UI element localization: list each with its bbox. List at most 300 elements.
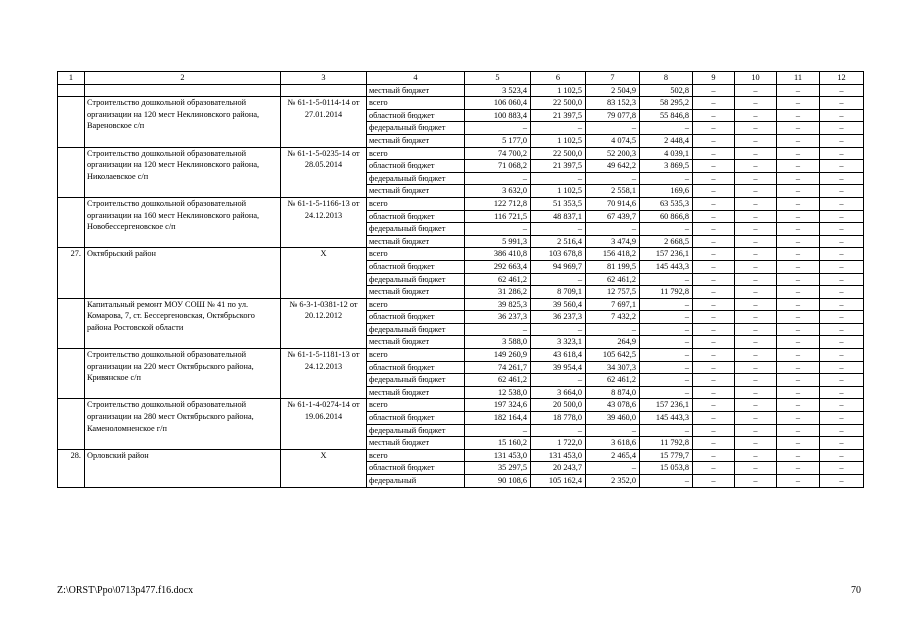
amount-cell: – [693,323,735,336]
amount-cell: – [735,437,777,450]
amount-cell: – [735,311,777,324]
table-row [58,449,864,462]
amount-cell: 11 792,8 [640,437,693,450]
amount-cell: – [777,475,820,488]
budget-type: федеральный бюджет [367,323,465,336]
amount-cell: – [777,147,820,160]
amount-cell: 264,9 [586,336,640,349]
amount-cell: 157 236,1 [640,248,693,261]
amount-cell: – [735,323,777,336]
amount-cell: 60 866,8 [640,210,693,223]
amount-cell: – [777,424,820,437]
amount-cell: – [735,147,777,160]
amount-cell: 51 353,5 [531,197,586,210]
budget-table [57,71,864,488]
amount-cell: – [735,336,777,349]
amount-cell: – [735,475,777,488]
budget-type: местный бюджет [367,185,465,198]
budget-type: всего [367,349,465,362]
amount-cell: – [820,160,864,173]
object-name: Строительство дошкольной образовательной организации на 220 мест Октябрьского района, Кривянское с/п [85,349,281,399]
budget-type: всего [367,197,465,210]
amount-cell: – [640,311,693,324]
amount-cell: 48 837,1 [531,210,586,223]
amount-cell: – [777,323,820,336]
amount-cell: 31 286,2 [465,286,531,299]
amount-cell: – [640,349,693,362]
amount-cell: – [777,84,820,97]
amount-cell: – [820,311,864,324]
table-row [58,84,864,97]
amount-cell: 94 969,7 [531,260,586,273]
amount-cell: – [693,134,735,147]
amount-cell: – [693,349,735,362]
budget-type: всего [367,449,465,462]
document-ref: № 61-1-5-1166-13 от 24.12.2013 [281,197,367,247]
amount-cell: – [735,235,777,248]
object-name: Строительство дошкольной образовательной организации на 120 мест Неклиновского района, Николаевское с/п [85,147,281,197]
budget-type: областной бюджет [367,160,465,173]
amount-cell: – [693,399,735,412]
amount-cell: – [777,172,820,185]
amount-cell: – [640,273,693,286]
amount-cell: 79 077,8 [586,109,640,122]
amount-cell: – [777,235,820,248]
amount-cell: 197 324,6 [465,399,531,412]
amount-cell: – [693,248,735,261]
amount-cell: 67 439,7 [586,210,640,223]
amount-cell: 145 443,3 [640,260,693,273]
budget-type: областной бюджет [367,462,465,475]
amount-cell: 15 053,8 [640,462,693,475]
amount-cell: – [735,361,777,374]
amount-cell: – [820,273,864,286]
amount-cell: 20 500,0 [531,399,586,412]
amount-cell: – [820,122,864,135]
amount-cell: – [820,172,864,185]
amount-cell: – [777,185,820,198]
budget-type: федеральный бюджет [367,273,465,286]
amount-cell: – [777,374,820,387]
amount-cell: – [735,449,777,462]
amount-cell: – [693,160,735,173]
amount-cell: – [735,298,777,311]
amount-cell: 105 642,5 [586,349,640,362]
amount-cell: 2 516,4 [531,235,586,248]
amount-cell: – [777,412,820,425]
amount-cell: – [735,185,777,198]
amount-cell: – [735,248,777,261]
budget-type: федеральный бюджет [367,374,465,387]
amount-cell: – [640,298,693,311]
amount-cell: – [777,336,820,349]
amount-cell: – [586,323,640,336]
row-number [58,84,85,97]
amount-cell: 21 397,5 [531,160,586,173]
amount-cell: – [777,298,820,311]
col-header: 7 [586,72,640,85]
amount-cell: 149 260,9 [465,349,531,362]
amount-cell: – [640,172,693,185]
col-header: 8 [640,72,693,85]
amount-cell: 5 177,0 [465,134,531,147]
amount-cell: 292 663,4 [465,260,531,273]
budget-type: всего [367,399,465,412]
amount-cell: 105 162,4 [531,475,586,488]
amount-cell: 36 237,3 [531,311,586,324]
document-ref: № 61-1-4-0274-14 от 19.06.2014 [281,399,367,449]
object-name: Орловский район [85,449,281,487]
amount-cell: – [531,172,586,185]
amount-cell: – [735,109,777,122]
object-name: Капитальный ремонт МОУ СОШ № 41 по ул. Комарова, 7, ст. Бессергеновская, Октябрьского района Ростовской области [85,298,281,348]
amount-cell: – [735,210,777,223]
amount-cell: 122 712,8 [465,197,531,210]
amount-cell: 62 461,2 [586,374,640,387]
amount-cell: 3 618,6 [586,437,640,450]
amount-cell: – [693,437,735,450]
amount-cell: – [820,424,864,437]
amount-cell: 81 199,5 [586,260,640,273]
col-header: 5 [465,72,531,85]
amount-cell: 21 397,5 [531,109,586,122]
amount-cell: – [735,134,777,147]
amount-cell: – [693,462,735,475]
amount-cell: – [820,386,864,399]
amount-cell: 182 164,4 [465,412,531,425]
budget-type: местный бюджет [367,134,465,147]
amount-cell: 2 558,1 [586,185,640,198]
amount-cell: 34 307,3 [586,361,640,374]
amount-cell: – [640,424,693,437]
amount-cell: 7 432,2 [586,311,640,324]
row-number [58,147,85,197]
amount-cell: – [531,122,586,135]
amount-cell: – [531,223,586,236]
amount-cell: – [586,122,640,135]
amount-cell: – [820,349,864,362]
amount-cell: – [777,349,820,362]
page-number: 70 [851,585,861,596]
table-row [58,298,864,311]
budget-type: федеральный бюджет [367,172,465,185]
amount-cell: 157 236,1 [640,399,693,412]
budget-type: местный бюджет [367,84,465,97]
budget-type: местный бюджет [367,336,465,349]
amount-cell: – [820,97,864,110]
amount-cell: 2 668,5 [640,235,693,248]
amount-cell: – [820,437,864,450]
budget-type: всего [367,147,465,160]
budget-type: областной бюджет [367,311,465,324]
amount-cell: – [735,273,777,286]
amount-cell: – [777,449,820,462]
amount-cell: – [693,412,735,425]
budget-type: областной бюджет [367,210,465,223]
amount-cell: – [777,273,820,286]
amount-cell: 11 792,8 [640,286,693,299]
amount-cell: – [693,374,735,387]
amount-cell: – [640,122,693,135]
budget-type: всего [367,248,465,261]
amount-cell: – [531,273,586,286]
amount-cell: 3 632,0 [465,185,531,198]
document-ref: № 61-1-5-1181-13 от 24.12.2013 [281,349,367,399]
amount-cell: – [640,323,693,336]
amount-cell: 39 954,4 [531,361,586,374]
amount-cell: – [586,462,640,475]
amount-cell: 63 535,3 [640,197,693,210]
amount-cell: 22 500,0 [531,147,586,160]
amount-cell: – [820,374,864,387]
amount-cell: – [820,399,864,412]
amount-cell: 15 160,2 [465,437,531,450]
amount-cell: 39 560,4 [531,298,586,311]
amount-cell: – [693,286,735,299]
amount-cell: – [693,223,735,236]
budget-type: федеральный [367,475,465,488]
amount-cell: – [777,260,820,273]
col-header: 2 [85,72,281,85]
table-row [58,197,864,210]
budget-type: областной бюджет [367,109,465,122]
amount-cell: 39 460,0 [586,412,640,425]
amount-cell: – [693,449,735,462]
amount-cell: – [777,399,820,412]
amount-cell: 131 453,0 [465,449,531,462]
amount-cell: 62 461,2 [465,374,531,387]
amount-cell: – [693,298,735,311]
amount-cell: 8 874,0 [586,386,640,399]
document-ref: Х [281,449,367,487]
amount-cell: – [777,311,820,324]
amount-cell: – [777,462,820,475]
amount-cell: – [531,323,586,336]
amount-cell: – [820,475,864,488]
row-number [58,97,85,147]
amount-cell: – [640,336,693,349]
col-header: 4 [367,72,465,85]
budget-type: местный бюджет [367,386,465,399]
amount-cell: – [693,185,735,198]
object-name [85,84,281,97]
budget-type: областной бюджет [367,412,465,425]
amount-cell: 4 074,5 [586,134,640,147]
amount-cell: – [820,361,864,374]
amount-cell: – [820,235,864,248]
table-row [58,147,864,160]
column-number-row [58,72,864,85]
amount-cell: – [640,361,693,374]
amount-cell: 5 991,3 [465,235,531,248]
amount-cell: – [820,210,864,223]
amount-cell: 3 474,9 [586,235,640,248]
amount-cell: – [735,197,777,210]
amount-cell: 2 448,4 [640,134,693,147]
amount-cell: – [820,260,864,273]
amount-cell: 58 295,2 [640,97,693,110]
amount-cell: – [777,122,820,135]
amount-cell: – [777,109,820,122]
amount-cell: – [465,223,531,236]
amount-cell: 3 523,4 [465,84,531,97]
row-number [58,197,85,247]
row-number: 28. [58,449,85,487]
amount-cell: – [693,311,735,324]
amount-cell: – [820,336,864,349]
row-number [58,349,85,399]
amount-cell: – [777,386,820,399]
amount-cell: – [640,475,693,488]
amount-cell: – [777,223,820,236]
amount-cell: – [777,97,820,110]
budget-type: местный бюджет [367,286,465,299]
budget-type: всего [367,298,465,311]
amount-cell: – [465,122,531,135]
amount-cell: – [777,437,820,450]
amount-cell: – [777,286,820,299]
table-row [58,97,864,110]
amount-cell: – [820,223,864,236]
amount-cell: 55 846,8 [640,109,693,122]
row-number [58,399,85,449]
amount-cell: – [586,172,640,185]
amount-cell: – [820,323,864,336]
col-header: 12 [820,72,864,85]
amount-cell: – [820,134,864,147]
amount-cell: 3 869,5 [640,160,693,173]
amount-cell: – [820,84,864,97]
amount-cell: 62 461,2 [586,273,640,286]
amount-cell: – [735,386,777,399]
col-header: 6 [531,72,586,85]
amount-cell: 12 757,5 [586,286,640,299]
amount-cell: – [693,122,735,135]
row-number [58,298,85,348]
amount-cell: – [693,386,735,399]
document-ref: Х [281,248,367,298]
amount-cell: – [777,197,820,210]
amount-cell: – [693,361,735,374]
amount-cell: 43 078,6 [586,399,640,412]
amount-cell: – [820,248,864,261]
amount-cell: 74 700,2 [465,147,531,160]
amount-cell: – [640,223,693,236]
amount-cell: – [693,273,735,286]
amount-cell: – [820,462,864,475]
amount-cell: – [693,210,735,223]
amount-cell: – [735,223,777,236]
amount-cell: 83 152,3 [586,97,640,110]
table-row [58,399,864,412]
amount-cell: – [735,122,777,135]
amount-cell: – [777,160,820,173]
amount-cell: – [640,386,693,399]
amount-cell: 2 352,0 [586,475,640,488]
amount-cell: – [693,235,735,248]
amount-cell: – [693,260,735,273]
amount-cell: – [820,412,864,425]
amount-cell: – [777,361,820,374]
amount-cell: – [693,147,735,160]
budget-type: всего [367,97,465,110]
amount-cell: 3 588,0 [465,336,531,349]
amount-cell: 145 443,3 [640,412,693,425]
amount-cell: – [777,134,820,147]
amount-cell: – [820,109,864,122]
col-header: 10 [735,72,777,85]
amount-cell: 52 200,3 [586,147,640,160]
amount-cell: – [693,109,735,122]
amount-cell: – [586,424,640,437]
amount-cell: 22 500,0 [531,97,586,110]
amount-cell: – [735,399,777,412]
amount-cell: – [465,172,531,185]
amount-cell: – [820,298,864,311]
amount-cell: 131 453,0 [531,449,586,462]
amount-cell: 169,6 [640,185,693,198]
table-row [58,248,864,261]
amount-cell: 1 102,5 [531,84,586,97]
amount-cell: 116 721,5 [465,210,531,223]
amount-cell: – [735,349,777,362]
amount-cell: 103 678,8 [531,248,586,261]
amount-cell: – [777,248,820,261]
amount-cell: 15 779,7 [640,449,693,462]
amount-cell: – [693,172,735,185]
amount-cell: – [735,260,777,273]
amount-cell: 74 261,7 [465,361,531,374]
amount-cell: 18 778,0 [531,412,586,425]
document-path: Z:\ORST\Ppo\0713p477.f16.docx [57,585,194,596]
col-header: 9 [693,72,735,85]
amount-cell: 2 504,9 [586,84,640,97]
amount-cell: 35 297,5 [465,462,531,475]
amount-cell: – [820,197,864,210]
amount-cell: 8 709,1 [531,286,586,299]
amount-cell: 90 108,6 [465,475,531,488]
amount-cell: – [735,424,777,437]
amount-cell: 70 914,6 [586,197,640,210]
amount-cell: 4 039,1 [640,147,693,160]
amount-cell: – [735,172,777,185]
amount-cell: – [777,210,820,223]
budget-type: федеральный бюджет [367,223,465,236]
amount-cell: 106 060,4 [465,97,531,110]
amount-cell: 71 068,2 [465,160,531,173]
amount-cell: 49 642,2 [586,160,640,173]
amount-cell: – [693,84,735,97]
amount-cell: – [820,185,864,198]
amount-cell: – [735,84,777,97]
amount-cell: 1 102,5 [531,134,586,147]
amount-cell: – [465,424,531,437]
amount-cell: 502,8 [640,84,693,97]
document-ref: № 6-3-1-0381-12 от 20.12.2012 [281,298,367,348]
amount-cell: 3 664,0 [531,386,586,399]
table-row [58,349,864,362]
amount-cell: – [465,323,531,336]
amount-cell: – [735,160,777,173]
table-body [58,72,864,488]
amount-cell: 1 102,5 [531,185,586,198]
amount-cell: – [586,223,640,236]
amount-cell: 386 410,8 [465,248,531,261]
amount-cell: – [693,475,735,488]
amount-cell: – [693,336,735,349]
budget-type: федеральный бюджет [367,122,465,135]
amount-cell: 3 323,1 [531,336,586,349]
